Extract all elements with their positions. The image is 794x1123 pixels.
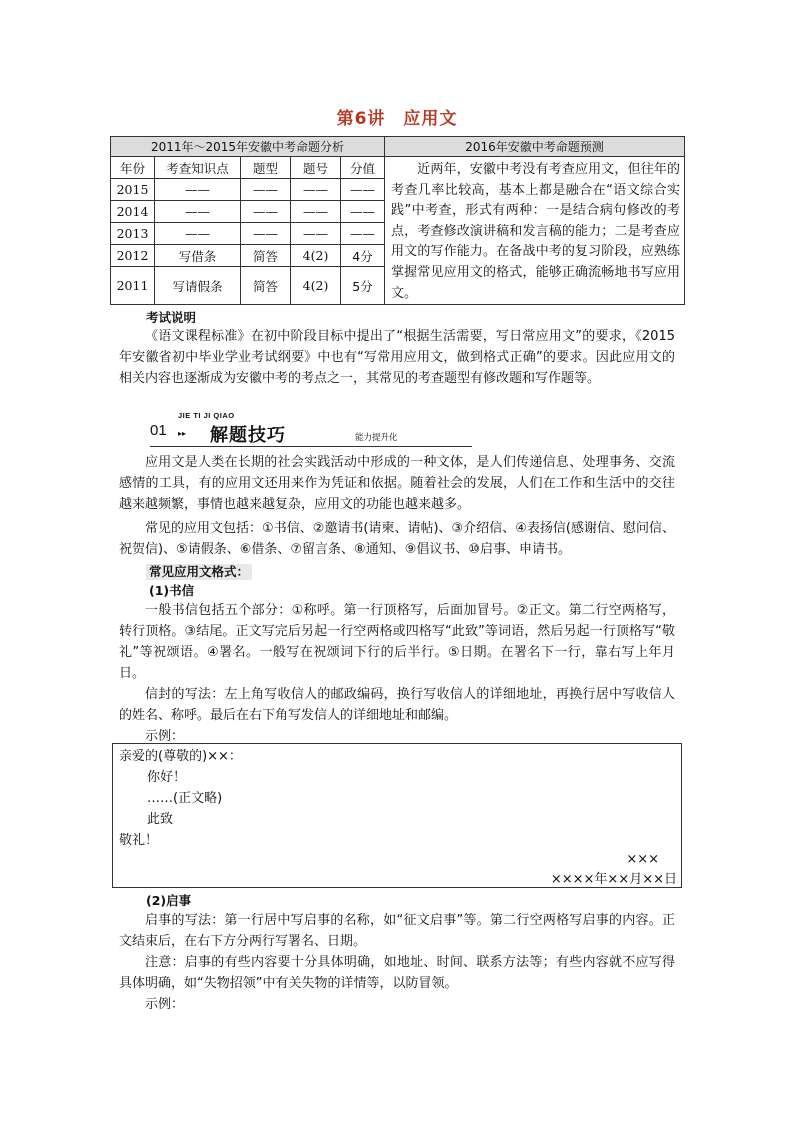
letter-heading: (1)书信 (149, 583, 195, 598)
table-row: 2014 —— —— —— —— (111, 201, 685, 223)
column-header: 年份 (111, 157, 155, 179)
exam-analysis-table (110, 136, 685, 305)
section-title: 解题技巧 (210, 425, 286, 446)
notice-example-label: 示例： (145, 997, 185, 1012)
table-right-header: 2016年安徽中考命题预测 (385, 137, 685, 157)
letter-text (119, 600, 675, 747)
column-header: 考查知识点 (155, 157, 241, 179)
notice-paragraph: 启事的写法：第一行居中写启事的名称，如“征文启事”等。第二行空两格写启事的内容。正文结束后，在右下方分两行写署名、日期。 (119, 913, 675, 949)
section-banner (150, 411, 474, 450)
envelope-paragraph: 信封的写法：左上角写收信人的邮政编码，换行写收信人的详细地址，再换行居中写收信人的姓名、称呼。最后在右下角写发信人的详细地址和邮编。 (119, 687, 675, 723)
exam-note-heading: 考试说明 (146, 310, 197, 325)
section-divider (150, 446, 472, 447)
notice-note-paragraph: 注意：启事的有些内容要十分具体明确，如地址、时间、联系方法等；有些内容就不应写得具体明确，如“失物招领”中有关失物的详情等，以防冒领。 (119, 955, 675, 991)
intro-paragraph: 应用文是人类在长期的社会实践活动中形成的一种文体，是人们传递信息、处理事务、交流感情的工具，有的应用文还用来作为凭证和依据。随着社会的发展，人们在工作和生活中的交往越来越频繁，事情也越来越复杂，应用文的功能也越来越多。 (119, 455, 675, 512)
page-title: 第6讲 应用文 (336, 109, 458, 129)
notice-heading: (2)启事 (146, 893, 192, 908)
example-closing-1: 此致 (147, 812, 174, 827)
example-body: ……(正文略) (147, 791, 223, 806)
column-header: 分值 (341, 157, 385, 179)
section-pinyin: JIE TI JI QIAO (178, 411, 235, 420)
table-row: 2012 写借条 简答 4(2) 4分 (111, 245, 685, 267)
example-greeting: 你好！ (147, 770, 187, 785)
table-row: 2015 —— —— —— —— (111, 179, 685, 201)
notice-text (119, 910, 675, 1015)
section-subtitle: 能力提升化 (355, 433, 398, 443)
exam-note-text: 《语文课程标准》在初中阶段目标中提出了“根据生活需要，写日常应用文”的要求，《2015年安徽省初中毕业学业考试纲要》中也有“写常用应用文，做到格式正确”的要求。因此应用文的相关内容也逐渐成为安徽中考的考点之一，其常见的考查题型有修改题和写作题等。 (119, 329, 675, 386)
example-date: ××××年××月××日 (550, 872, 677, 887)
example-closing-2: 敬礼！ (119, 833, 159, 848)
table-row: 2011 写请假条 简答 4(2) 5分 (111, 267, 685, 305)
types-paragraph: 常见的应用文包括：①书信、②邀请书(请柬、请帖)、③介绍信、④表扬信(感谢信、慰问信、祝贺信)、⑤请假条、⑥借条、⑦留言条、⑧通知、⑨倡议书、⑩启事、申请书。 (119, 521, 675, 557)
letter-example-box (112, 743, 682, 888)
example-signature: ××× (626, 852, 659, 867)
example-label: 示例： (145, 729, 185, 744)
prediction-text: 近两年，安徽中考没有考查应用文，但往年的考查几率比较高，基本上都是融合在“语文综合实践”中考查，形式有两种：一是结合病句修改的考点，考查修改演讲稿和发言稿的能力；二是考查应用文的写作能力。在备战中考的复习阶段，应熟练掌握常见应用文的格式，能够正确流畅地书写应用文。 (385, 157, 685, 305)
column-header: 题型 (241, 157, 291, 179)
column-header: 题号 (291, 157, 341, 179)
letter-paragraph: 一般书信包括五个部分：①称呼。第一行顶格写，后面加冒号。②正文。第二行空两格写，转行顶格。③结尾。正文写完后另起一行空两格或四格写“此致”等词语，然后另起一行顶格写“敬礼”等祝颂语。④署名。一般写在祝颂词下行的后半行。⑤日期。在署名下一行，靠右写上年月日。 (119, 603, 675, 681)
example-salutation: 亲爱的(尊敬的)××： (119, 749, 242, 764)
formats-heading: 常见应用文格式： (146, 564, 252, 580)
table-row: 2013 —— —— —— —— (111, 223, 685, 245)
section-number: 01 (150, 422, 167, 439)
table-left-header: 2011年～2015年安徽中考命题分析 (111, 137, 385, 157)
intro-text (119, 452, 675, 560)
double-arrow-icon: ▸▸ (178, 429, 187, 438)
